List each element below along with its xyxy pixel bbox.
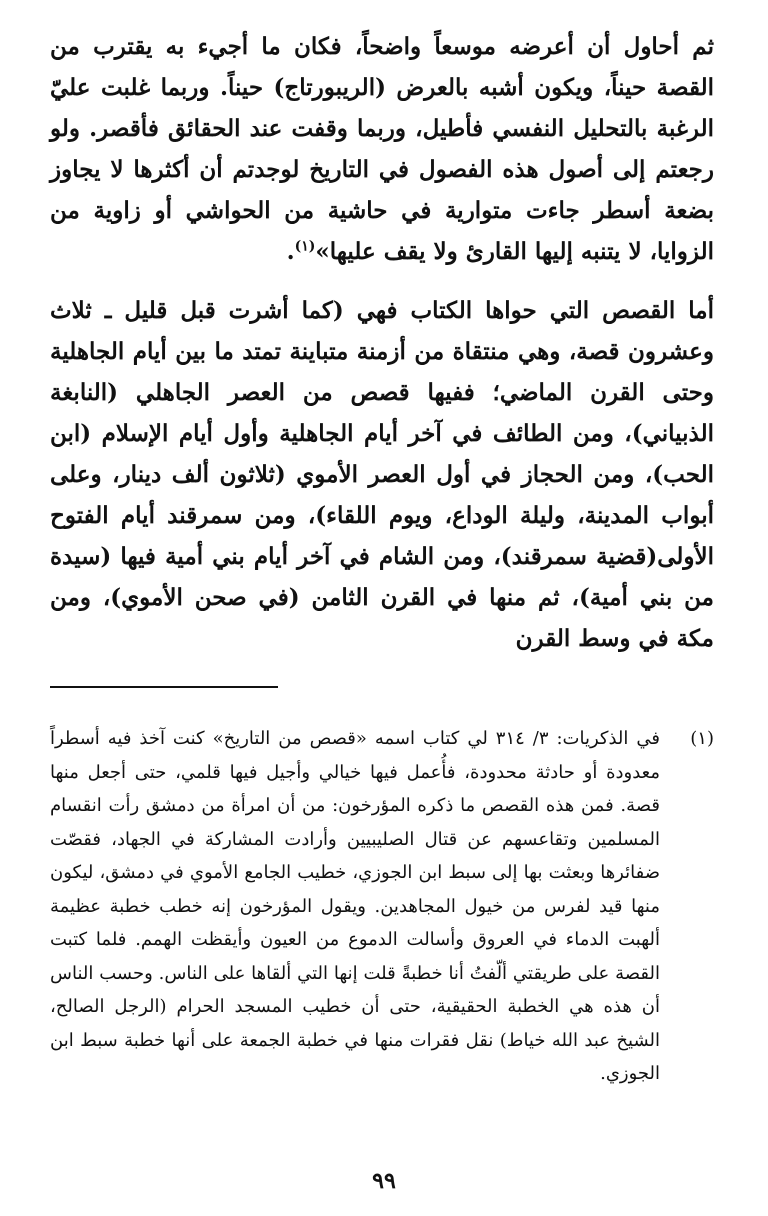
footnote-text: في الذكريات: ٣/ ٣١٤ لي كتاب اسمه «قصص من التاريخ» كنت آخذ فيه أسطراً معدودة أو حادثة محدودة، فأُعمل فيها خيالي وأجيل فيها قلمي، حتى أجعل منها قصة. فمن هذه القصص ما ذكره المؤرخون: من أن امرأة من دمشق رأت انقسام المسلمين وتقاعسهم عن قتال الصليبيين وأرادت المشاركة في الجهاد، فقصّت ضفائرها وبعثت بها إلى سبط ابن الجوزي، خطيب الجامع الأموي في دمشق، ليكون منها قيد لفرس من خيول المجاهدين. ويقول المؤرخون إنه خطب خطبة عظيمة ألهبت الدماء في العروق وأسالت الدموع من العيون وأيقظت الهمم. فلما كتبت القصة على طريقتي ألّفتُ أنا خطبةً قلت إنها التي ألقاها على الناس. وحسب الناس أن هذه هي الخطبة الحقيقية، حتى أن خطيب المسجد الحرام (الرجل الصالح، الشيخ عبد الله خياط) نقل فقرات منها في خطبة الجمعة على أنها خطبة سبط ابن الجوزي. xyxy=(50,728,660,1084)
paragraph-1-end: . xyxy=(286,238,295,265)
footnote-marker: (١) xyxy=(690,728,714,749)
footnote-separator xyxy=(50,686,278,688)
page-number: ٩٩ xyxy=(372,1168,396,1194)
footnote xyxy=(50,722,714,1091)
paragraph-1-text: ثم أحاول أن أعرضه موسعاً واضحاً، فكان ما أجيء به يقترب من القصة حيناً، ويكون أشبه بالعرض (الريبورتاج) حيناً. وربما غلبت عليّ الرغبة بالتحليل النفسي فأطيل، وربما وقفت عند الحقائق فأقصر. ولو رجعتم إلى أصول هذه الفصول في التاريخ لوجدتم أن أكثرها لا يجاوز بضعة أسطر جاءت متوارية في حاشية من الحواشي أو زاوية من الزوايا، لا يتنبه إليها القارئ ولا يقف عليها» xyxy=(50,33,714,265)
body-paragraph-2: أما القصص التي حواها الكتاب فهي (كما أشرت قبل قليل ـ ثلاث وعشرون قصة، وهي منتقاة من أزمنة متباينة تمتد ما بين أيام الجاهلية وحتى القرن الماضي؛ ففيها قصص من العصر الجاهلي (النابغة الذبياني)، ومن الطائف في آخر أيام الجاهلية وأول أيام الإسلام (ابن الحب)، ومن الحجاز في أول العصر الأموي (ثلاثون ألف دينار، وعلى أبواب المدينة، وليلة الوداع، ويوم اللقاء)، ومن سمرقند أيام الفتوح الأولى(قضية سمرقند)، ومن الشام في آخر أيام بني أمية فيها (سيدة من بني أمية)، ثم منها في القرن الثامن (في صحن الأموي)، ومن مكة في وسط القرن xyxy=(50,297,714,652)
footnote-reference[interactable]: (١) xyxy=(294,238,316,255)
body-paragraph-1 xyxy=(50,26,714,272)
